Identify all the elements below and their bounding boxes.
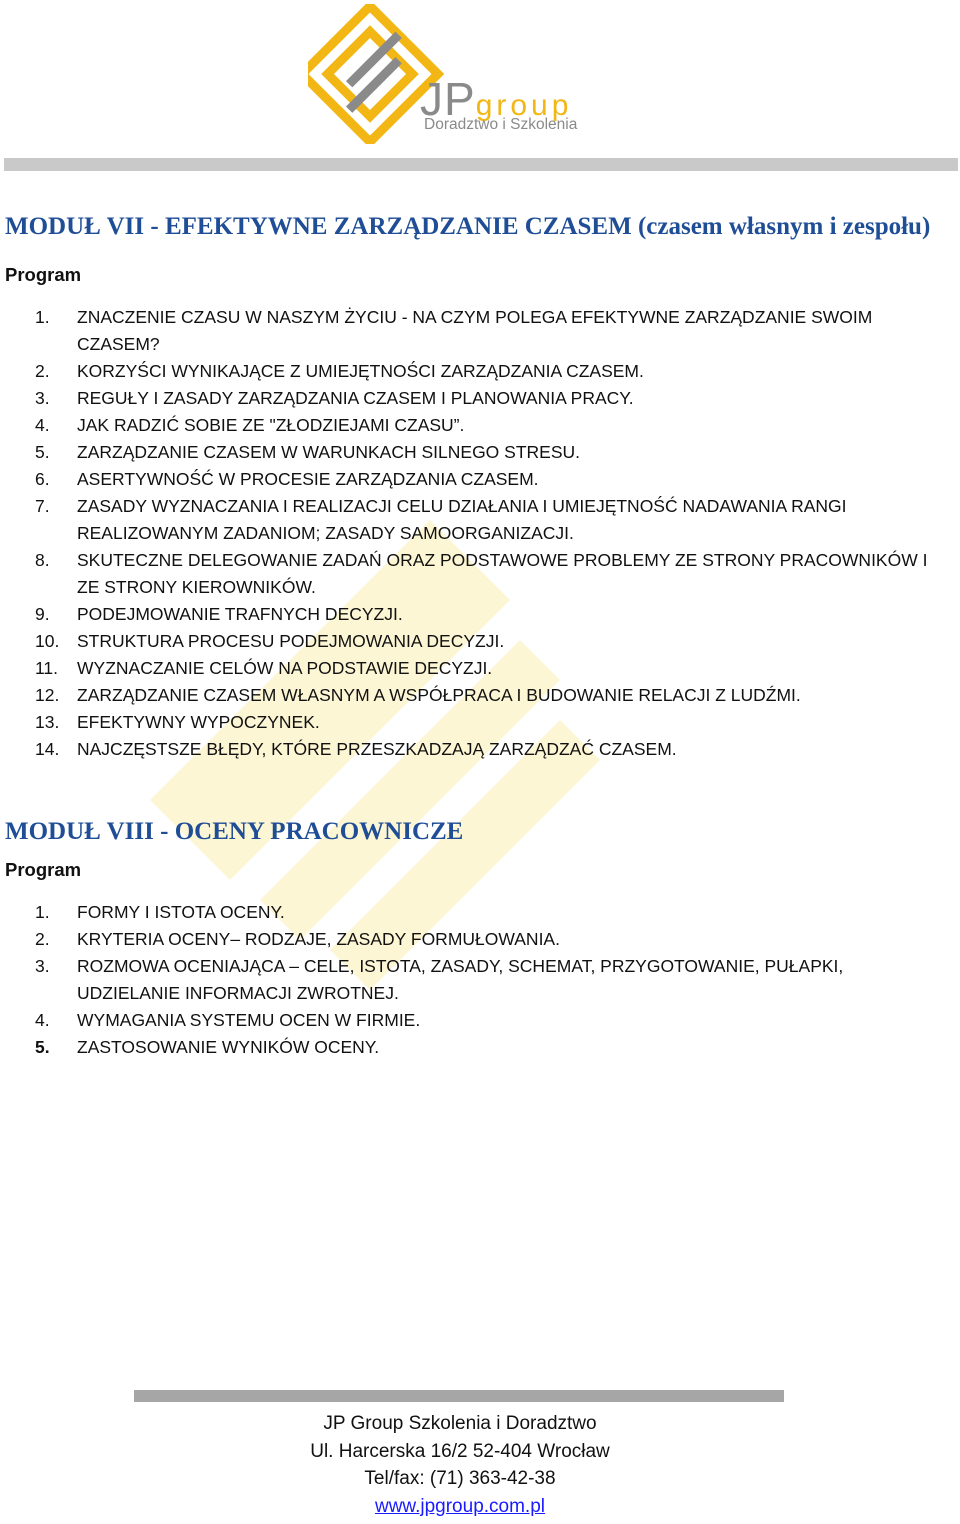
module-7-program-label: Program [5,264,82,285]
list-item: 2. KRYTERIA OCENY– RODZAJE, ZASADY FORMUŁOWANIA. [35,929,560,949]
list-item: 4. WYMAGANIA SYSTEMU OCEN W FIRMIE. [35,1010,421,1030]
list-item: 8. SKUTECZNE DELEGOWANIE ZADAŃ ORAZ PODSTAWOWE PROBLEMY ZE STRONY PRACOWNIKÓW I ZE STRONY KIEROWNIKÓW. [35,550,928,597]
module-7-program-list [5,304,945,763]
module-8-program-label: Program [5,859,82,880]
module-8-title: MODUŁ VIII - OCENY PRACOWNICZE [5,818,464,845]
list-item: 10. STRUKTURA PROCESU PODEJMOWANIA DECYZJI. [35,631,505,651]
module-7-title: MODUŁ VII - EFEKTYWNE ZARZĄDZANIE CZASEM (czasem własnym i zespołu) [5,213,931,240]
module-8-program-list [5,899,945,1061]
list-item: 11. WYZNACZANIE CELÓW NA PODSTAWIE DECYZJI. [35,658,493,678]
list-item: 13. EFEKTYWNY WYPOCZYNEK. [35,712,320,732]
list-item: 3. REGUŁY I ZASADY ZARZĄDZANIA CZASEM I PLANOWANIA PRACY. [35,388,634,408]
list-item: 3. ROZMOWA OCENIAJĄCA – CELE, ISTOTA, ZASADY, SCHEMAT, PRZYGOTOWANIE, PUŁAPKI, UDZIELANIE INFORMACJI ZWROTNEJ. [35,956,844,1003]
list-item: 6. ASERTYWNOŚĆ W PROCESIE ZARZĄDZANIA CZASEM. [35,469,539,489]
logo-brand-suffix: group [475,89,573,122]
list-item: 1. ZNACZENIE CZASU W NASZYM ŻYCIU - NA CZYM POLEGA EFEKTYWNE ZARZĄDZANIE SWOIM CZASEM? [35,307,873,354]
logo-tagline: Doradztwo i Szkolenia [424,116,578,133]
footer [0,1410,920,1520]
footer-address: Ul. Harcerska 16/2 52-404 Wrocław [310,1440,610,1462]
document-body [5,210,945,1061]
list-item: 14. NAJCZĘSTSZE BŁĘDY, KTÓRE PRZESZKADZAJĄ ZARZĄDZAĆ CZASEM. [35,739,677,759]
footer-phone: Tel/fax: (71) 363-42-38 [364,1468,556,1489]
list-item: 5. ZASTOSOWANIE WYNIKÓW OCENY. [35,1037,380,1057]
list-item: 12. ZARZĄDZANIE CZASEM WŁASNYM A WSPÓŁPRACA I BUDOWANIE RELACJI Z LUDŹMI. [35,685,801,705]
footer-website-link[interactable]: www.jpgroup.com.pl [374,1495,546,1517]
logo-brand: JP [420,73,476,125]
list-item: 5. ZARZĄDZANIE CZASEM W WARUNKACH SILNEGO STRESU. [35,442,581,462]
list-item: 9. PODEJMOWANIE TRAFNYCH DECYZJI. [35,604,403,624]
header-divider [4,158,958,171]
list-item: 4. JAK RADZIĆ SOBIE ZE "ZŁODZIEJAMI CZASU”. [35,415,465,435]
list-item: 2. KORZYŚCI WYNIKAJĄCE Z UMIEJĘTNOŚCI ZARZĄDZANIA CZASEM. [35,361,644,381]
footer-divider [134,1390,784,1402]
list-item: 1. FORMY I ISTOTA OCENY. [35,902,285,922]
footer-company: JP Group Szkolenia i Doradztwo [323,1413,597,1434]
list-item: 7. ZASADY WYZNACZANIA I REALIZACJI CELU DZIAŁANIA I UMIEJĘTNOŚĆ NADAWANIA RANGI REALIZOWANYM ZADANIOM; ZASADY SAMOORGANIZACJI. [35,496,847,543]
